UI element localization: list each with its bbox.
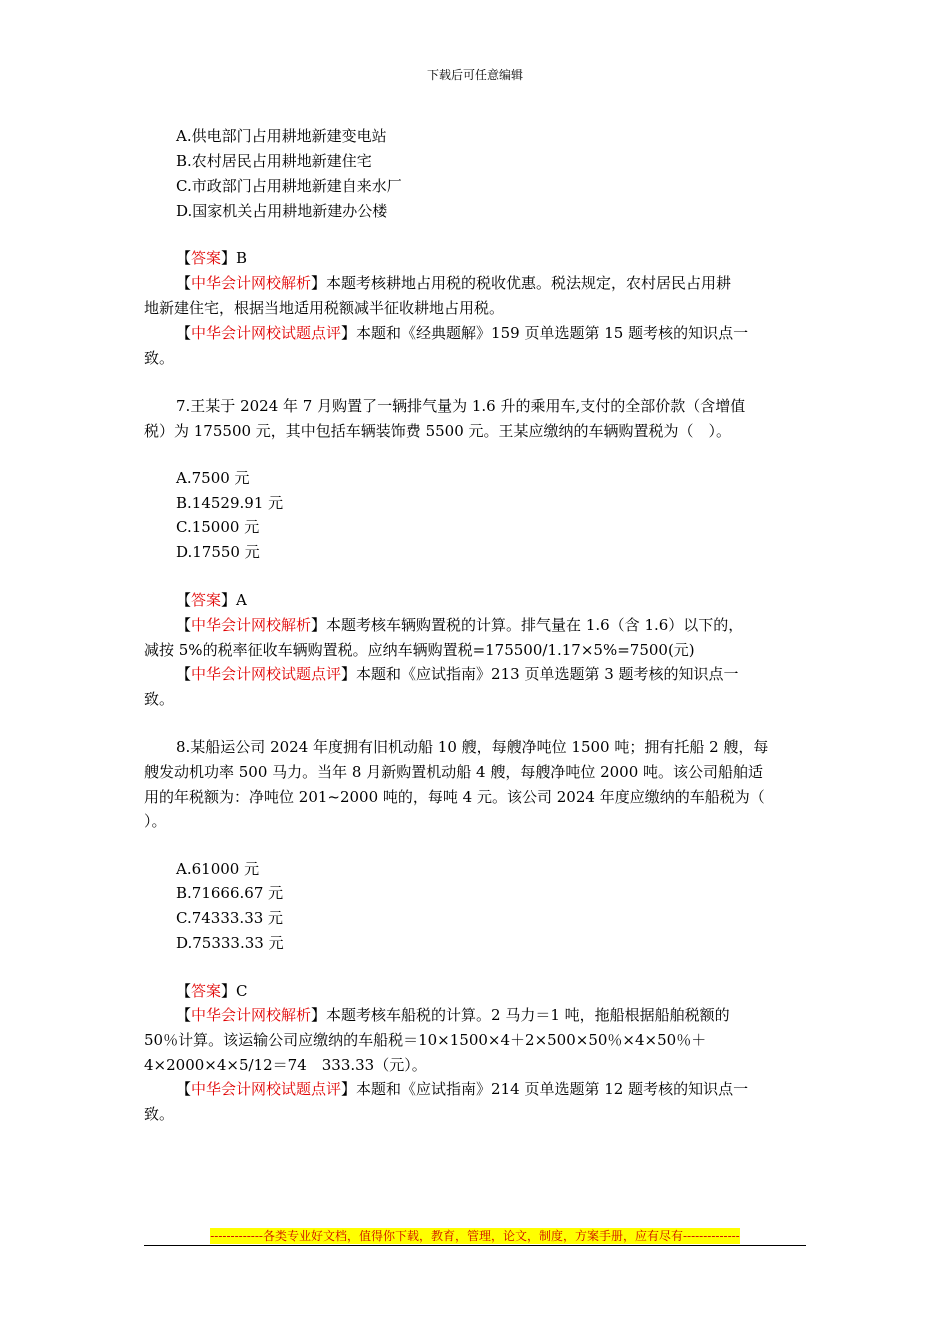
analysis-text: 本题考核车辆购置税的计算。排气量在 1.6（含 1.6）以下的， bbox=[326, 616, 744, 634]
q8-analysis-cont1: 50％计算。该运输公司应缴纳的车船税＝10×1500×4＋2×500×50％×4×50％＋ bbox=[144, 1031, 707, 1049]
q6-option-d: D.国家机关占用耕地新建办公楼 bbox=[176, 202, 388, 220]
q6-comment: 【中华会计网校试题点评】本题和《经典题解》159 页单选题第 15 题考核的知识点一 bbox=[176, 324, 749, 342]
q8-option-b: B.71666.67 元 bbox=[176, 884, 284, 902]
q6-answer: 【答案】B bbox=[176, 249, 248, 267]
comment-text: 本题和《应试指南》214 页单选题第 12 题考核的知识点一 bbox=[356, 1080, 749, 1098]
q7-option-d: D.17550 元 bbox=[176, 543, 260, 561]
q8-answer: 【答案】C bbox=[176, 982, 248, 1000]
q8-analysis: 【中华会计网校解析】本题考核车船税的计算。2 马力＝1 吨，拖船根据船舶税额的 bbox=[176, 1006, 730, 1024]
footer-text: -------------各类专业好文档，值得你下载，教育，管理，论文，制度，方案手册，应有尽有-------------- bbox=[210, 1229, 740, 1243]
q7-analysis-cont: 减按 5%的税率征收车辆购置税。应纳车辆购置税=175500/1.17×5%=7500(元) bbox=[144, 641, 695, 659]
analysis-label: 中华会计网校解析 bbox=[191, 274, 312, 292]
q8-question-cont2: 用的年税额为：净吨位 201~2000 吨的，每吨 4 元。该公司 2024 年度应缴纳的车船税为（ bbox=[144, 788, 765, 806]
q7-analysis: 【中华会计网校解析】本题考核车辆购置税的计算。排气量在 1.6（含 1.6）以下的， bbox=[176, 616, 744, 634]
analysis-text: 本题考核车船税的计算。2 马力＝1 吨，拖船根据船舶税额的 bbox=[326, 1006, 730, 1024]
answer-label: 答案 bbox=[191, 249, 222, 267]
analysis-text: 本题考核耕地占用税的税收优惠。税法规定，农村居民占用耕 bbox=[326, 274, 732, 292]
q7-comment: 【中华会计网校试题点评】本题和《应试指南》213 页单选题第 3 题考核的知识点一 bbox=[176, 665, 739, 683]
footer-banner bbox=[0, 1229, 950, 1243]
q8-option-c: C.74333.33 元 bbox=[176, 909, 284, 927]
q8-question: 8.某船运公司 2024 年度拥有旧机动船 10 艘，每艘净吨位 1500 吨；拥有托船 2 艘，每 bbox=[176, 738, 769, 756]
q8-comment-cont: 致。 bbox=[144, 1105, 175, 1123]
q7-comment-cont: 致。 bbox=[144, 690, 175, 708]
answer-label: 答案 bbox=[191, 591, 222, 609]
q6-option-a: A.供电部门占用耕地新建变电站 bbox=[176, 127, 387, 145]
comment-label: 中华会计网校试题点评 bbox=[191, 324, 342, 342]
comment-label: 中华会计网校试题点评 bbox=[191, 1080, 342, 1098]
answer-value: C bbox=[236, 982, 248, 1000]
q8-question-cont3: ）。 bbox=[144, 812, 167, 830]
q6-comment-cont: 致。 bbox=[144, 349, 175, 367]
comment-text: 本题和《应试指南》213 页单选题第 3 题考核的知识点一 bbox=[356, 665, 739, 683]
comment-text: 本题和《经典题解》159 页单选题第 15 题考核的知识点一 bbox=[356, 324, 749, 342]
comment-label: 中华会计网校试题点评 bbox=[191, 665, 342, 683]
answer-value: B bbox=[236, 249, 248, 267]
q8-option-a: A.61000 元 bbox=[176, 860, 260, 878]
q6-option-b: B.农村居民占用耕地新建住宅 bbox=[176, 152, 372, 170]
answer-label: 答案 bbox=[191, 982, 222, 1000]
q7-question: 7.王某于 2024 年 7 月购置了一辆排气量为 1.6 升的乘用车,支付的全部价款（含增值 bbox=[176, 397, 746, 415]
q8-question-cont1: 艘发动机功率 500 马力。当年 8 月新购置机动船 4 艘，每艘净吨位 2000 吨。该公司船舶适 bbox=[144, 763, 764, 781]
page-header: 下载后可任意编辑 bbox=[426, 68, 523, 82]
q6-option-c: C.市政部门占用耕地新建自来水厂 bbox=[176, 177, 402, 195]
q6-analysis: 【中华会计网校解析】本题考核耕地占用税的税收优惠。税法规定，农村居民占用耕 bbox=[176, 274, 732, 292]
q8-comment: 【中华会计网校试题点评】本题和《应试指南》214 页单选题第 12 题考核的知识点一 bbox=[176, 1080, 749, 1098]
q6-analysis-cont: 地新建住宅，根据当地适用税额减半征收耕地占用税。 bbox=[144, 299, 505, 317]
q8-option-d: D.75333.33 元 bbox=[176, 934, 284, 952]
q7-option-b: B.14529.91 元 bbox=[176, 494, 284, 512]
analysis-label: 中华会计网校解析 bbox=[191, 616, 312, 634]
q7-question-cont: 税）为 175500 元，其中包括车辆装饰费 5500 元。王某应缴纳的车辆购置税为（ ）。 bbox=[144, 422, 732, 440]
q7-option-c: C.15000 元 bbox=[176, 518, 260, 536]
analysis-label: 中华会计网校解析 bbox=[191, 1006, 312, 1024]
q8-analysis-cont2: 4×2000×4×5/12＝74 333.33（元）。 bbox=[144, 1056, 427, 1074]
footer-divider bbox=[144, 1245, 806, 1246]
q7-answer: 【答案】A bbox=[176, 591, 247, 609]
answer-value: A bbox=[236, 591, 247, 609]
q7-option-a: A.7500 元 bbox=[176, 469, 250, 487]
